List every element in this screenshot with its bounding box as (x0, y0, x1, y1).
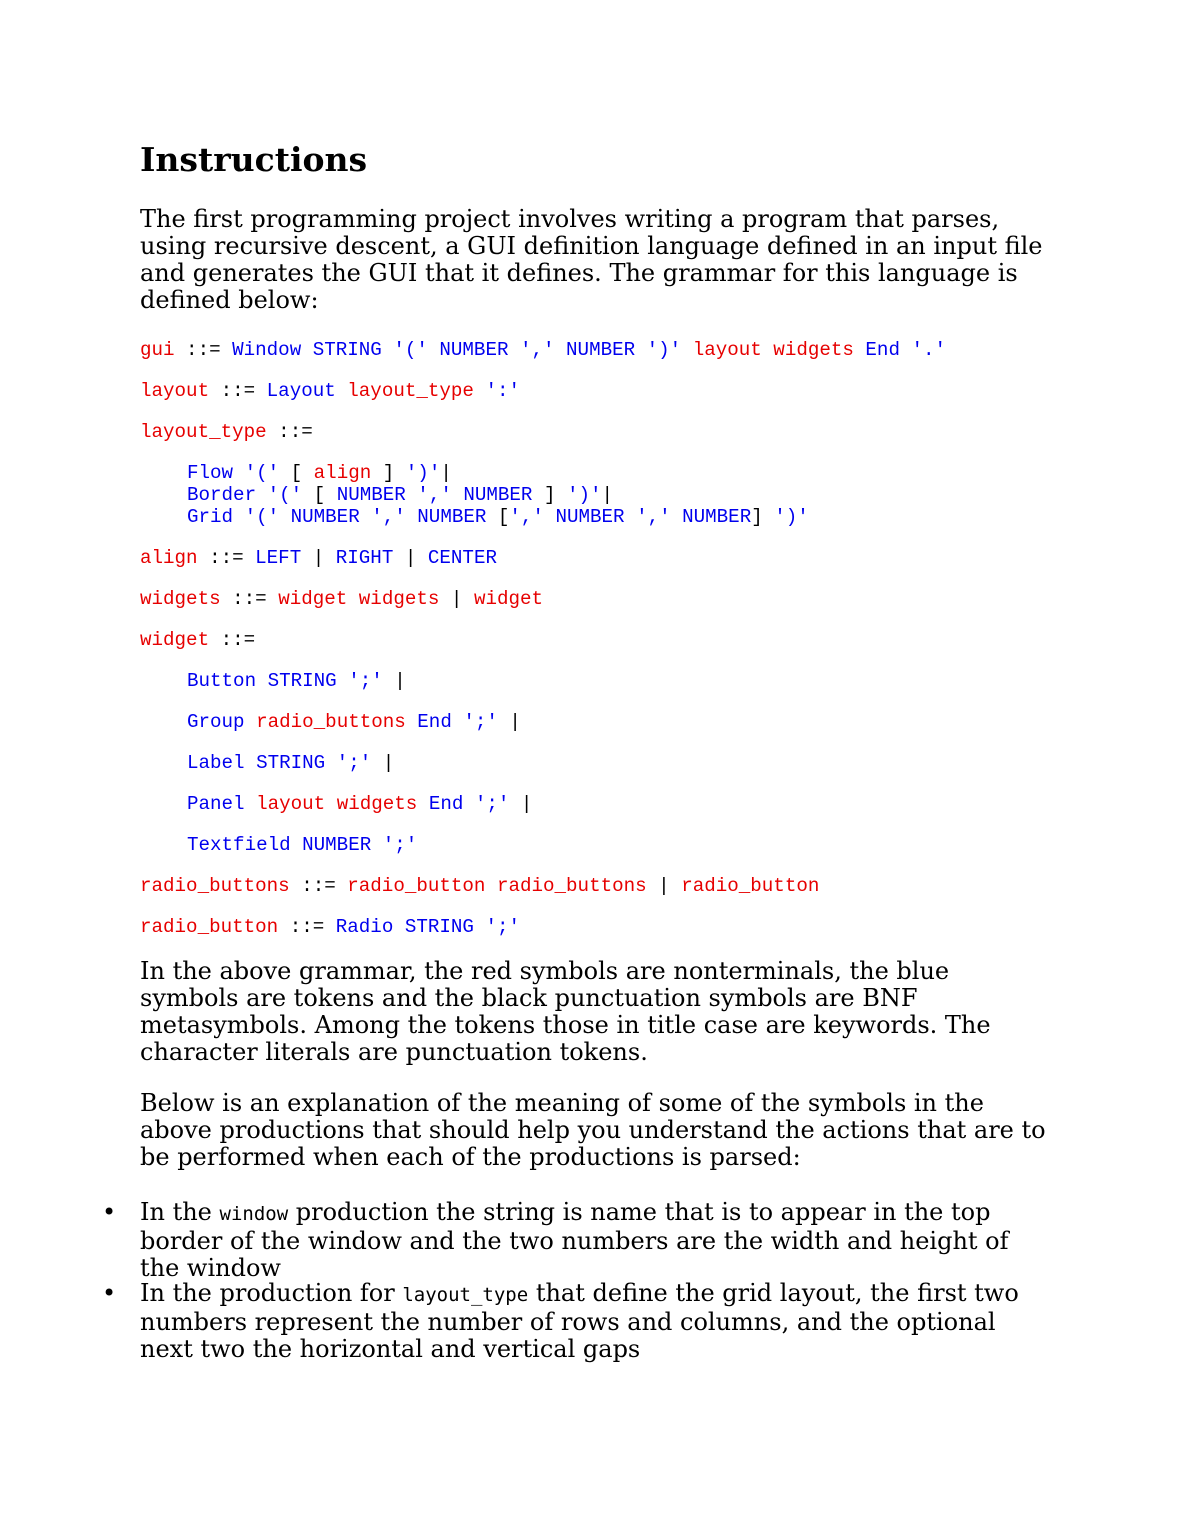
bnf-metasymbol: [ (279, 462, 314, 484)
token-symbol: CENTER (427, 547, 497, 569)
token-symbol: NUMBER ',' NUMBER (336, 484, 533, 506)
widget-alt-group (187, 711, 521, 733)
token-symbol: Panel (187, 793, 245, 815)
bnf-metasymbol: | (393, 547, 428, 569)
production-widgets (140, 588, 543, 610)
layout-type-alt-border (187, 484, 613, 506)
token-symbol: End ';' (428, 793, 510, 815)
token-symbol: Grid '(' NUMBER ',' NUMBER (187, 506, 487, 528)
token-symbol: ')' (774, 506, 809, 528)
token-symbol: Window STRING '(' NUMBER ',' NUMBER ')' (232, 339, 682, 361)
production-widget (140, 629, 255, 651)
explanation-paragraph-2: Below is an explanation of the meaning of some of the symbols in the above productions that should help you understand the actions that are to be performed when each of the productions is parsed: (140, 1089, 1046, 1171)
nonterminal-symbol: radio_buttons (140, 875, 290, 897)
widget-alt-label (187, 752, 394, 774)
bnf-metasymbol (681, 339, 693, 361)
token-symbol: Group (187, 711, 245, 733)
bnf-metasymbol: ::= (220, 588, 279, 610)
bnf-metasymbol: ::= (174, 339, 233, 361)
bnf-metasymbol: ::= (209, 380, 267, 402)
bnf-metasymbol: ::= (266, 421, 313, 443)
bnf-metasymbol: | (646, 875, 682, 897)
bnf-metasymbol (245, 711, 257, 733)
bnf-metasymbol (417, 793, 429, 815)
nonterminal-symbol: align (313, 462, 372, 484)
production-radio-button (140, 916, 520, 938)
bullet-1-prefix: In the (140, 1198, 220, 1226)
bnf-metasymbol (854, 339, 866, 361)
nonterminal-symbol: layout widgets (256, 793, 418, 815)
token-symbol: Label STRING ';' (187, 752, 372, 774)
bullet-2-prefix: In the production for (140, 1279, 403, 1307)
bnf-metasymbol: ::= (289, 875, 348, 897)
list-item (102, 1198, 1055, 1282)
nonterminal-symbol: widgets (140, 588, 221, 610)
nonterminal-symbol: layout_type (140, 421, 267, 443)
bnf-metasymbol: | (382, 670, 406, 692)
bnf-metasymbol (245, 793, 257, 815)
bullet-2-suffix: that define the grid layout, the first two numbers represent the number of rows and columns, and the optional next two the horizontal and vertical gaps (140, 1279, 1019, 1363)
bullet-marker: • (102, 1279, 117, 1307)
explanation-paragraph-1: In the above grammar, the red symbols are nonterminals, the blue symbols are tokens and the black punctuation symbols are BNF metasymbols. Among the tokens those in title case are keywords. The character literals are punctuation tokens. (140, 957, 991, 1066)
token-symbol: Border '(' (187, 484, 303, 506)
bnf-metasymbol: | (371, 752, 395, 774)
production-layout-type (140, 421, 313, 443)
production-align (140, 547, 497, 569)
nonterminal-symbol: layout_type (347, 380, 474, 402)
bnf-metasymbol: ] (751, 506, 775, 528)
widget-alt-panel (187, 793, 532, 815)
bnf-metasymbol (406, 711, 418, 733)
bnf-metasymbol: [ (486, 506, 510, 528)
token-symbol: Textfield NUMBER ';' (187, 834, 418, 856)
nonterminal-symbol: radio_button (681, 875, 820, 897)
token-symbol: ')' (405, 462, 441, 484)
token-symbol: End ';' (417, 711, 498, 733)
nonterminal-symbol: layout widgets (692, 339, 854, 361)
nonterminal-symbol: radio_buttons (256, 711, 406, 733)
token-symbol: ')' (567, 484, 602, 506)
bnf-metasymbol: | (497, 711, 521, 733)
bnf-metasymbol: ::= (197, 547, 256, 569)
token-symbol: ':' (485, 380, 521, 402)
token-symbol: Radio STRING ';' (335, 916, 520, 938)
nonterminal-symbol: radio_button (140, 916, 279, 938)
widget-alt-button (187, 670, 406, 692)
nonterminal-symbol: align (140, 547, 198, 569)
bnf-metasymbol: ] (371, 462, 406, 484)
nonterminal-symbol: layout (140, 380, 210, 402)
bnf-metasymbol (474, 380, 486, 402)
production-radio-buttons (140, 875, 819, 897)
widget-alt-textfield (187, 834, 417, 856)
token-symbol: End '.' (865, 339, 947, 361)
bnf-metasymbol: | (509, 793, 533, 815)
nonterminal-symbol: gui (140, 339, 175, 361)
bnf-metasymbol: [ (302, 484, 337, 506)
nonterminal-symbol: widget (473, 588, 544, 610)
layout-type-alt-flow (187, 462, 452, 484)
bnf-metasymbol: | (601, 484, 614, 506)
token-symbol: Layout (266, 380, 336, 402)
bullet-1-suffix: production the string is name that is to appear in the top border of the window and the two numbers are the width and height of the window (140, 1198, 1009, 1282)
bnf-metasymbol: ] (532, 484, 567, 506)
production-layout (140, 380, 520, 402)
bullet-2-code: layout_type (402, 1284, 529, 1306)
bnf-metasymbol (336, 380, 348, 402)
production-gui (140, 339, 946, 361)
bnf-metasymbol: ::= (209, 629, 256, 651)
nonterminal-symbol: radio_button radio_buttons (347, 875, 647, 897)
layout-type-alt-grid (187, 506, 809, 528)
bnf-metasymbol: | (440, 462, 452, 484)
list-item (102, 1279, 1055, 1363)
page-title: Instructions (140, 140, 368, 179)
bnf-metasymbol: | (301, 547, 336, 569)
token-symbol: Button STRING ';' (187, 670, 383, 692)
bnf-metasymbol: ::= (278, 916, 336, 938)
nonterminal-symbol: widget widgets (278, 588, 440, 610)
token-symbol: Flow '(' (187, 462, 280, 484)
nonterminal-symbol: widget (140, 629, 210, 651)
bnf-metasymbol: | (439, 588, 474, 610)
token-symbol: RIGHT (335, 547, 394, 569)
intro-paragraph: The first programming project involves writing a program that parses, using recursive descent, a GUI definition language defined in an input file and generates the GUI that it defines. The grammar for this language is defined below: (140, 205, 1043, 314)
token-symbol: ',' NUMBER ',' NUMBER (509, 506, 752, 528)
token-symbol: LEFT (255, 547, 302, 569)
bullet-marker: • (102, 1198, 117, 1226)
bullet-1-code: window (219, 1203, 289, 1225)
